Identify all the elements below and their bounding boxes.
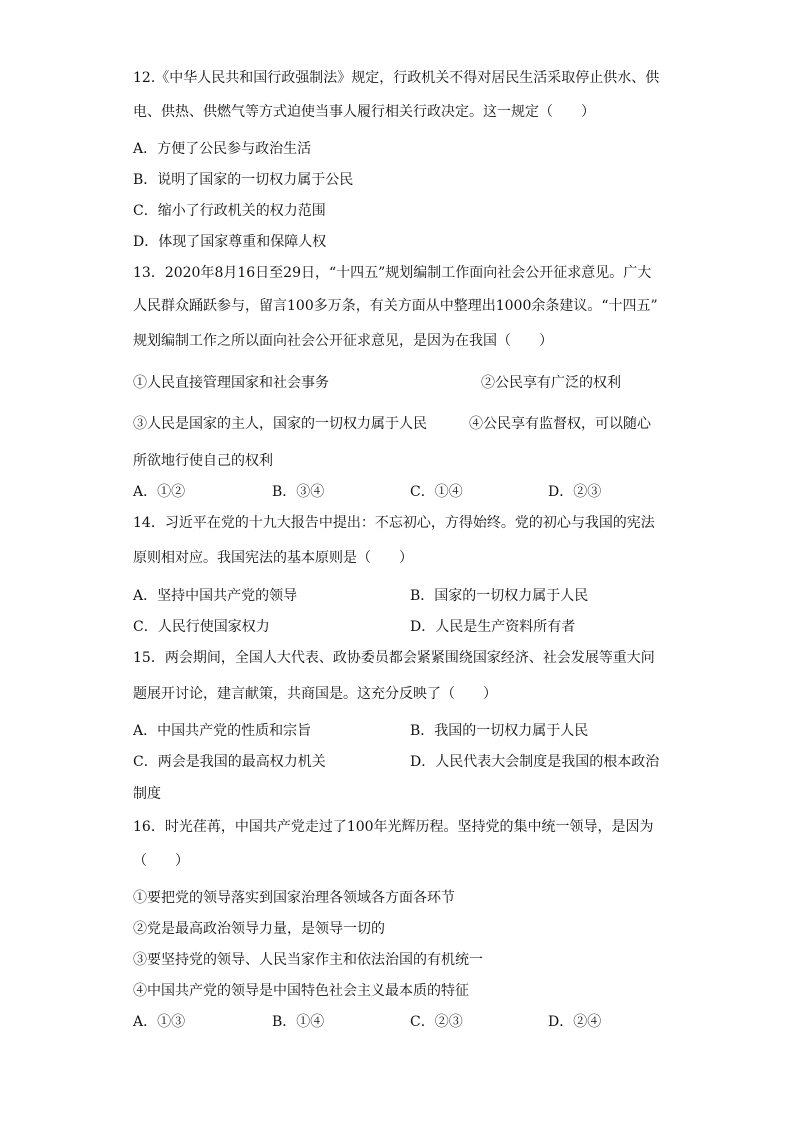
q16-item-2: ②党是最高政治领导力量，是领导一切的 [133, 921, 385, 937]
q14-stem-line1: 14．习近平在党的十九大报告中提出：不忘初心，方得始终。党的初心与我国的宪法 [133, 515, 655, 531]
q15-stem-line1: 15．两会期间，全国人大代表、政协委员都会紧紧围绕国家经济、社会发展等重大问 [133, 650, 655, 666]
q13-item-3: ③人民是国家的主人，国家的一切权力属于人民 [133, 416, 427, 432]
q15-stem-line2: 题展开讨论，建言献策，共商国是。这充分反映了（ ） [133, 686, 497, 702]
q15-option-d-cont: 制度 [133, 786, 161, 802]
q12-option-d: D．体现了国家尊重和保障人权 [133, 234, 327, 250]
q12-option-c: C．缩小了行政机关的权力范围 [133, 203, 326, 219]
q13-item-4-cont: 所欲地行使自己的权利 [133, 453, 273, 469]
q16-option-d: D．②④ [548, 1014, 602, 1030]
q13-option-c: C．①④ [410, 484, 463, 500]
q13-option-d: D．②③ [548, 484, 602, 500]
q13-stem-line3: 规划编制工作之所以面向社会公开征求意见，是因为在我国（ ） [133, 333, 553, 349]
q12-stem-line1: 12.《中华人民共和国行政强制法》规定，行政机关不得对居民生活采取停止供水、供 [133, 70, 660, 86]
q15-option-c: C．两会是我国的最高权力机关 [133, 754, 326, 770]
q13-stem-line1: 13．2020年8月16日至29日，“十四五”规划编制工作面向社会公开征求意见。广大 [133, 265, 652, 281]
q15-option-b: B．我国的一切权力属于人民 [410, 723, 589, 739]
q12-stem-line2: 电、供热、供燃气等方式迫使当事人履行相关行政决定。这一规定（ ） [133, 104, 595, 120]
q16-option-c: C．②③ [410, 1014, 463, 1030]
q16-stem-line2: （ ） [133, 853, 189, 869]
q13-item-4: ④公民享有监督权，可以随心 [469, 416, 651, 432]
q13-item-2: ②公民享有广泛的权利 [481, 375, 621, 391]
q12-option-b: B．说明了国家的一切权力属于公民 [133, 172, 354, 188]
q16-option-b: B．①④ [272, 1014, 325, 1030]
q14-stem-line2: 原则相对应。我国宪法的基本原则是（ ） [133, 550, 413, 566]
q16-item-3: ③要坚持党的领导、人民当家作主和依法治国的有机统一 [133, 952, 483, 968]
q13-option-a: A．①② [133, 484, 186, 500]
q15-option-a: A．中国共产党的性质和宗旨 [133, 723, 312, 739]
q14-option-d: D．人民是生产资料所有者 [410, 619, 576, 635]
q13-item-1: ①人民直接管理国家和社会事务 [133, 375, 329, 391]
q14-option-a: A．坚持中国共产党的领导 [133, 588, 298, 604]
q16-stem-line1: 16．时光荏苒，中国共产党走过了100年光辉历程。坚持党的集中统一领导，是因为 [133, 819, 654, 835]
q16-option-a: A．①③ [133, 1014, 186, 1030]
q15-option-d: D．人民代表大会制度是我国的根本政治 [410, 754, 660, 770]
q16-item-4: ④中国共产党的领导是中国特色社会主义最本质的特征 [133, 983, 469, 999]
q12-option-a: A．方便了公民参与政治生活 [133, 141, 312, 157]
q13-stem-line2: 人民群众踊跃参与，留言100多万条，有关方面从中整理出1000余条建议。“十四五” [133, 298, 658, 314]
q14-option-b: B．国家的一切权力属于人民 [410, 588, 589, 604]
q13-option-b: B．③④ [272, 484, 325, 500]
q16-item-1: ①要把党的领导落实到国家治理各领域各方面各环节 [133, 890, 455, 906]
q14-option-c: C．人民行使国家权力 [133, 619, 270, 635]
